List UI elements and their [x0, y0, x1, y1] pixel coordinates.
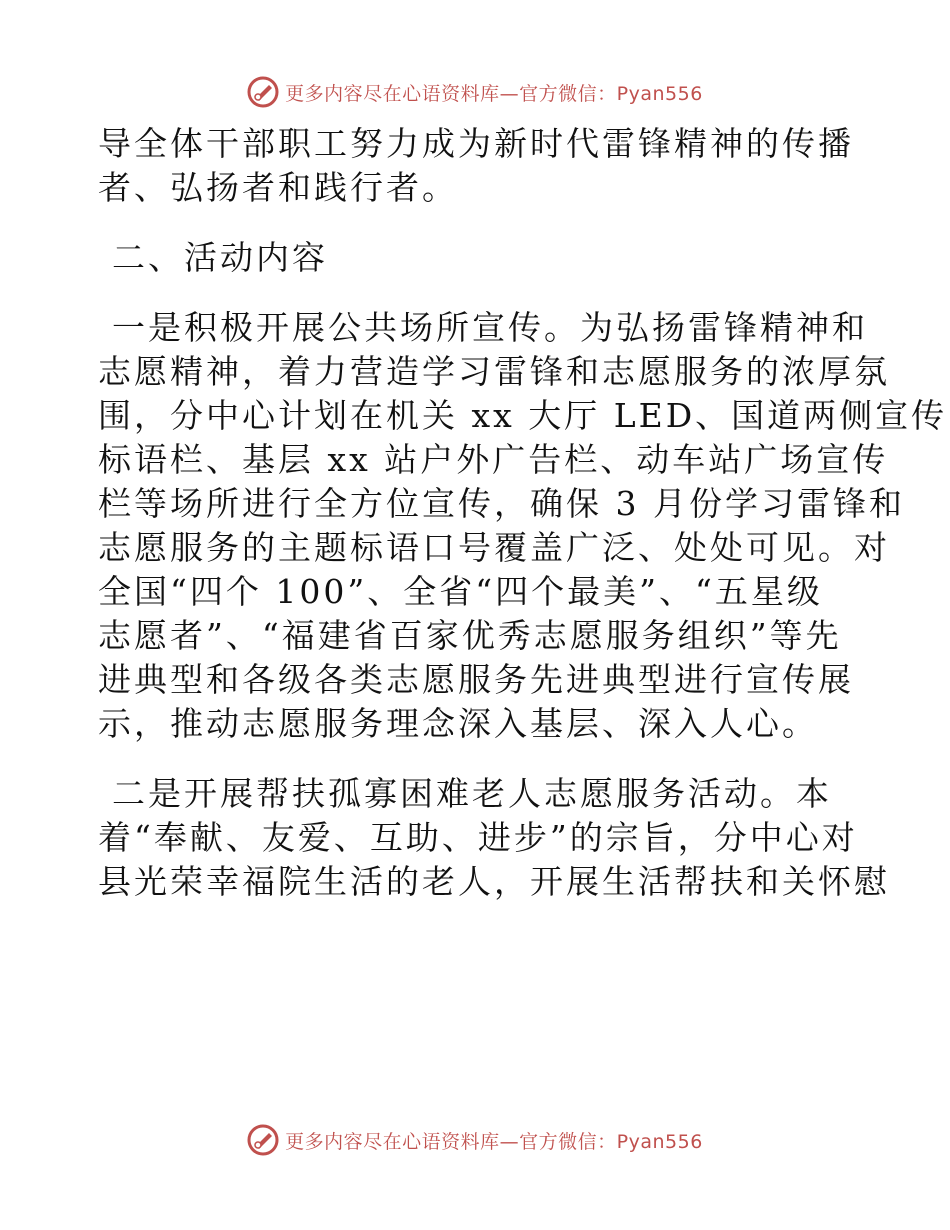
- paragraph-elderly-assistance: [98, 772, 890, 904]
- text-line: 全国“四个 100”、全省“四个最美”、“五星级: [98, 572, 823, 611]
- heading-activity-content: 二、活动内容: [112, 238, 328, 277]
- text-line: 者、弘扬者和践行者。: [98, 168, 458, 207]
- document-body: [98, 122, 948, 904]
- text-line: 进典型和各级各类志愿服务先进典型进行宣传展: [98, 660, 854, 699]
- watermark-official: 官方微信：Pyan556: [519, 82, 703, 105]
- text-line: 示，推动志愿服务理念深入基层、深入人心。: [98, 704, 818, 743]
- watermark-dash: —: [499, 82, 520, 105]
- watermark-official: 官方微信：Pyan556: [519, 1130, 703, 1153]
- text-line: 二是开展帮扶孤寡困难老人志愿服务活动。本: [112, 774, 832, 813]
- watermark-text: [285, 1127, 703, 1154]
- text-line: 志愿精神，着力营造学习雷锋和志愿服务的浓厚氛: [98, 352, 890, 391]
- logo-icon: [247, 76, 279, 108]
- text-line: 一是积极开展公共场所宣传。为弘扬雷锋精神和: [112, 308, 868, 347]
- text-line: 志愿服务的主题标语口号覆盖广泛、处处可见。对: [98, 528, 890, 567]
- text-line: 围，分中心计划在机关 xx 大厅 LED、国道两侧宣传: [98, 396, 948, 435]
- text-line: 导全体干部职工努力成为新时代雷锋精神的传播: [98, 124, 854, 163]
- paragraph-public-promotion: [98, 306, 948, 746]
- section-heading: [98, 236, 858, 280]
- logo-icon: [247, 1124, 279, 1156]
- header-watermark: [0, 72, 950, 112]
- watermark-brand: 更多内容尽在心语资料库: [285, 82, 500, 105]
- text-line: 标语栏、基层 xx 站户外广告栏、动车站广场宣传: [98, 440, 889, 479]
- paragraph-intro-tail: [98, 122, 858, 210]
- watermark-brand: 更多内容尽在心语资料库: [285, 1130, 500, 1153]
- text-line: 志愿者”、“福建省百家优秀志愿服务组织”等先: [98, 616, 842, 655]
- text-line: 着“奉献、友爱、互助、进步”的宗旨，分中心对: [98, 818, 858, 857]
- text-line: 县光荣幸福院生活的老人，开展生活帮扶和关怀慰: [98, 862, 890, 901]
- footer-watermark: [0, 1120, 950, 1160]
- watermark-dash: —: [499, 1130, 520, 1153]
- watermark-text: [285, 79, 703, 106]
- text-line: 栏等场所进行全方位宣传，确保 3 月份学习雷锋和: [98, 484, 905, 523]
